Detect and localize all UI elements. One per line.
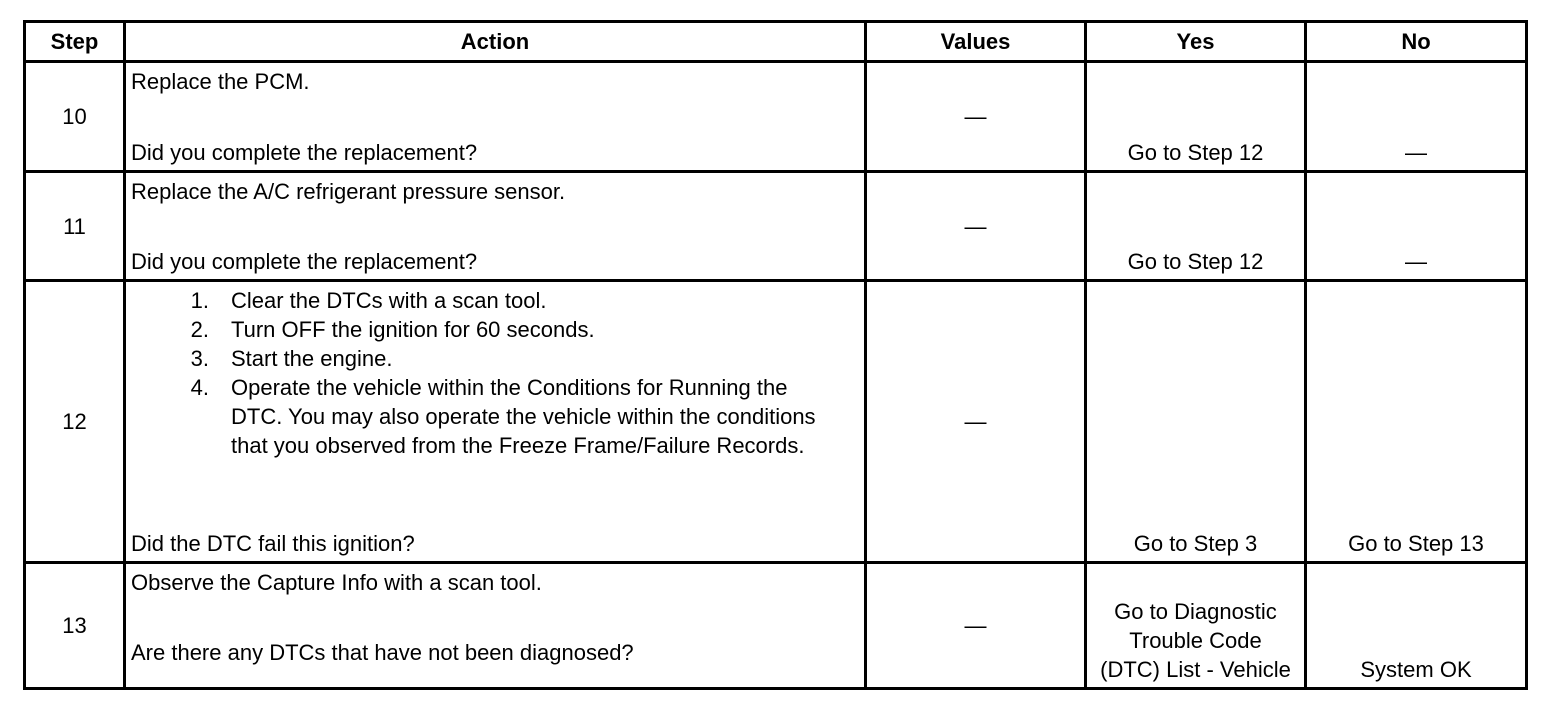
yes-result: Go to Step 3 bbox=[1133, 531, 1258, 556]
no-cell bbox=[1306, 281, 1527, 563]
no-cell bbox=[1306, 563, 1527, 689]
list-item-number: 4. bbox=[190, 375, 209, 400]
table-row bbox=[25, 172, 1527, 281]
action-cell bbox=[125, 281, 866, 563]
list-item-number: 3. bbox=[190, 346, 209, 371]
action-cell bbox=[125, 62, 866, 172]
list-item-text: Start the engine. bbox=[231, 346, 393, 371]
yes-cell bbox=[1086, 563, 1306, 689]
action-cell bbox=[125, 172, 866, 281]
table-row bbox=[25, 62, 1527, 172]
list-item-text: Turn OFF the ignition for 60 seconds. bbox=[231, 317, 595, 342]
header-no: No bbox=[1306, 22, 1527, 62]
list-item bbox=[131, 373, 858, 460]
yes-cell bbox=[1086, 172, 1306, 281]
action-instruction: Replace the A/C refrigerant pressure sensor. bbox=[131, 179, 566, 204]
no-result: — bbox=[1405, 249, 1427, 274]
no-result: Go to Step 13 bbox=[1348, 531, 1484, 556]
yes-result: Go to Step 12 bbox=[1127, 249, 1264, 274]
action-steps-list-wrap bbox=[131, 286, 858, 460]
action-question: Did you complete the replacement? bbox=[131, 249, 478, 274]
values-cell: — bbox=[866, 563, 1086, 689]
yes-result: Go to Diagnostic Trouble Code (DTC) List - Vehicle bbox=[1100, 599, 1291, 682]
header-values: Values bbox=[866, 22, 1086, 62]
list-item-text: Clear the DTCs with a scan tool. bbox=[231, 288, 547, 313]
diagnostic-table bbox=[23, 20, 1528, 690]
diagnostic-table-container bbox=[23, 20, 1528, 690]
list-item-number: 1. bbox=[190, 288, 209, 313]
list-item-text: Operate the vehicle within the Conditions for Running the DTC. You may also operate the vehicle within the conditions that you observed from the Freeze Frame/Failure Records. bbox=[231, 375, 816, 458]
step-number: 11 bbox=[25, 172, 125, 281]
list-item bbox=[131, 286, 858, 315]
header-yes: Yes bbox=[1086, 22, 1306, 62]
no-cell bbox=[1306, 172, 1527, 281]
values-cell: — bbox=[866, 62, 1086, 172]
action-steps-list bbox=[131, 286, 858, 460]
header-step: Step bbox=[25, 22, 125, 62]
table-row bbox=[25, 563, 1527, 689]
values-cell: — bbox=[866, 172, 1086, 281]
yes-result: Go to Step 12 bbox=[1127, 140, 1264, 165]
yes-cell bbox=[1086, 62, 1306, 172]
list-item bbox=[131, 315, 858, 344]
list-item-number: 2. bbox=[190, 317, 209, 342]
action-question: Did you complete the replacement? bbox=[131, 140, 478, 165]
yes-cell bbox=[1086, 281, 1306, 563]
header-action: Action bbox=[125, 22, 866, 62]
action-question: Did the DTC fail this ignition? bbox=[131, 531, 415, 556]
action-cell bbox=[125, 563, 866, 689]
step-number: 13 bbox=[25, 563, 125, 689]
step-number: 12 bbox=[25, 281, 125, 563]
table-row bbox=[25, 281, 1527, 563]
action-instruction: Observe the Capture Info with a scan tool. bbox=[131, 570, 542, 595]
action-instruction: Replace the PCM. bbox=[131, 69, 310, 94]
no-result: — bbox=[1405, 140, 1427, 165]
no-result: System OK bbox=[1360, 657, 1472, 682]
step-number: 10 bbox=[25, 62, 125, 172]
no-cell bbox=[1306, 62, 1527, 172]
table-header-row bbox=[25, 22, 1527, 62]
values-cell: — bbox=[866, 281, 1086, 563]
list-item bbox=[131, 344, 858, 373]
action-question: Are there any DTCs that have not been diagnosed? bbox=[131, 640, 634, 665]
